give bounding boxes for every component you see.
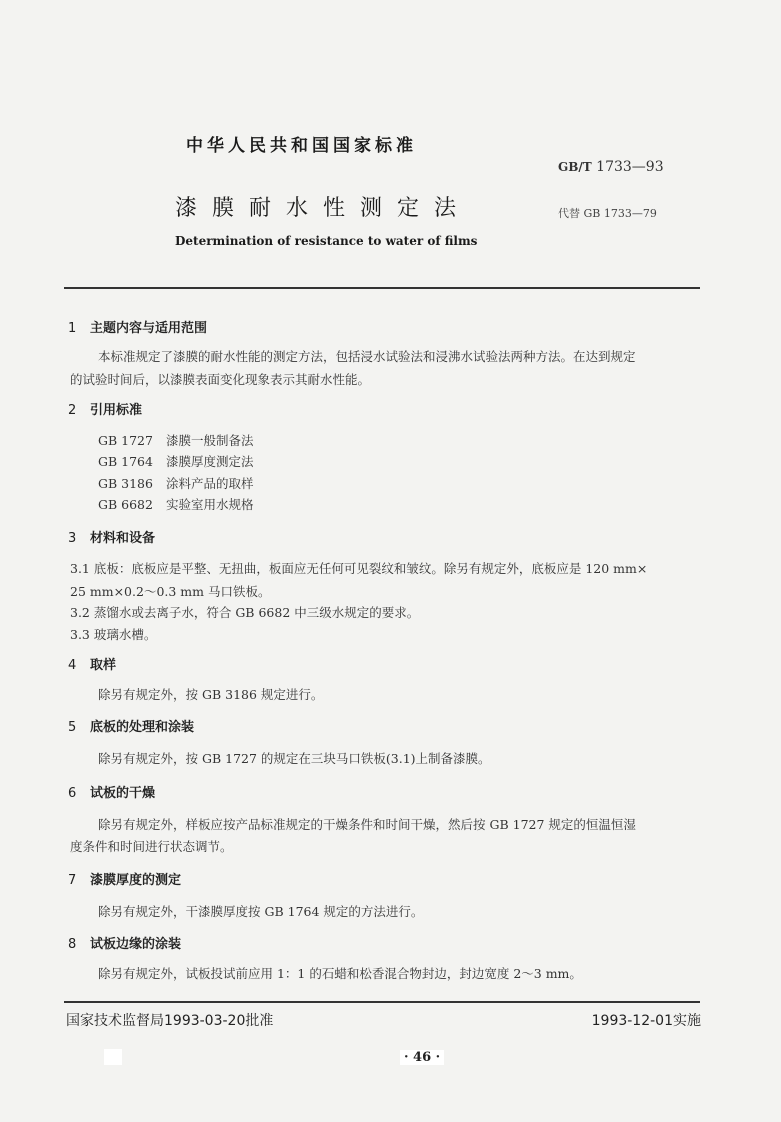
section-heading-5: 5 底板的处理和涂装: [68, 720, 195, 735]
scan-blank-patch: [104, 1049, 122, 1065]
section-heading-3: 3 材料和设备: [68, 531, 156, 546]
paragraph-line: 25 mm×0.2～0.3 mm 马口铁板。: [70, 584, 271, 599]
section-heading-7: 7 漆膜厚度的测定: [68, 873, 182, 888]
paragraph-line: 除另有规定外，按 GB 3186 规定进行。: [98, 687, 324, 702]
paragraph-line: 3.1 底板：底板应是平整、无扭曲，板面应无任何可见裂纹和皱纹。除另有规定外，底板应是 120 mm×: [70, 561, 648, 576]
implementation-date: 1993-12-01实施: [591, 1013, 701, 1029]
reference-item: GB 6682 实验室用水规格: [98, 497, 254, 512]
paragraph-line: 除另有规定外，试板投试前应用 1：1 的石蜡和松香混合物封边，封边宽度 2～3 mm。: [98, 966, 582, 981]
section-heading-2: 2 引用标准: [68, 403, 143, 418]
paragraph-line: 本标准规定了漆膜的耐水性能的测定方法，包括浸水试验法和浸沸水试验法两种方法。在达到规定: [98, 349, 636, 364]
paragraph-line: 3.2 蒸馏水或去离子水，符合 GB 6682 中三级水规定的要求。: [70, 605, 420, 620]
standard-prefix: GB/T: [558, 160, 592, 174]
document-title: 漆膜耐水性测定法: [175, 196, 472, 221]
paragraph-line: 度条件和时间进行状态调节。: [70, 839, 233, 854]
standard-code: 1733—93: [596, 159, 664, 175]
header-divider: [64, 287, 700, 289]
paragraph-line: 除另有规定外，干漆膜厚度按 GB 1764 规定的方法进行。: [98, 904, 424, 919]
paragraph-line: 的试验时间后，以漆膜表面变化现象表示其耐水性能。: [70, 372, 371, 387]
section-heading-1: 1 主题内容与适用范围: [68, 321, 208, 336]
english-title: Determination of resistance to water of films: [175, 234, 478, 248]
section-heading-8: 8 试板边缘的涂装: [68, 937, 182, 952]
reference-item: GB 1727 漆膜一般制备法: [98, 433, 254, 448]
section-heading-4: 4 取样: [68, 658, 117, 673]
reference-item: GB 3186 涂料产品的取样: [98, 476, 254, 491]
paragraph-line: 3.3 玻璃水槽。: [70, 627, 157, 642]
reference-item: GB 1764 漆膜厚度测定法: [98, 454, 254, 469]
page-number: · 46 ·: [400, 1050, 444, 1065]
paragraph-line: 除另有规定外，按 GB 1727 的规定在三块马口铁板(3.1)上制备漆膜。: [98, 751, 491, 766]
paragraph-line: 除另有规定外，样板应按产品标准规定的干燥条件和时间干燥，然后按 GB 1727 规定的恒温恒湿: [98, 817, 636, 832]
footer-divider: [64, 1001, 700, 1003]
approval-date: 国家技术监督局1993-03-20批准: [66, 1013, 274, 1029]
standard-number: [558, 159, 664, 175]
replaces-note: 代替 GB 1733—79: [558, 207, 657, 220]
org-title: 中华人民共和国国家标准: [186, 136, 417, 156]
section-heading-6: 6 试板的干燥: [68, 786, 156, 801]
